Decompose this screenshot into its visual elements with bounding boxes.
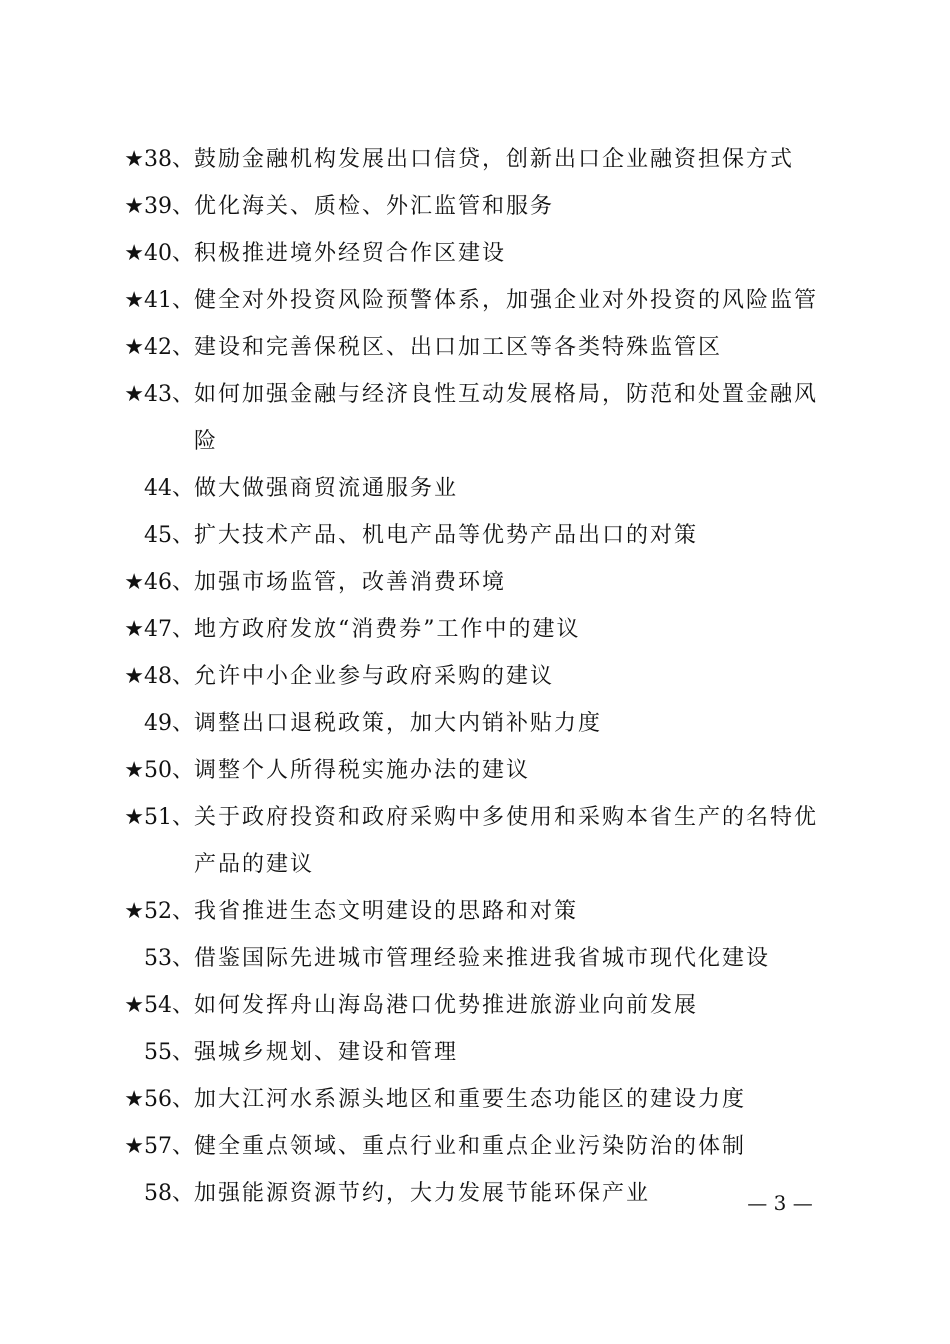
item-number: ★57、	[124, 1134, 194, 1159]
item-number: ★40、	[124, 241, 194, 266]
item-text: 优化海关、质检、外汇监管和服务	[194, 194, 555, 219]
list-item	[122, 512, 842, 559]
item-number: 49、	[144, 711, 194, 736]
list-item	[122, 794, 842, 888]
list-item	[122, 183, 842, 230]
list-item	[122, 1029, 842, 1076]
list-item	[122, 935, 842, 982]
item-number: ★52、	[124, 899, 194, 924]
item-number: 58、	[144, 1181, 194, 1206]
item-text: 积极推进境外经贸合作区建设	[194, 241, 507, 266]
item-text: 健全重点领域、重点行业和重点企业污染防治的体制	[194, 1134, 747, 1159]
item-text: 加强能源资源节约，大力发展节能环保产业	[194, 1181, 651, 1206]
list-item	[122, 1170, 842, 1217]
list-item	[122, 324, 842, 371]
item-text: 加强市场监管，改善消费环境	[194, 570, 507, 595]
list-item	[122, 747, 842, 794]
list-item	[122, 1123, 842, 1170]
list-item	[122, 888, 842, 935]
list-item	[122, 277, 842, 324]
list-item	[122, 559, 842, 606]
list-item	[122, 1076, 842, 1123]
page-number: — 3 —	[747, 1191, 813, 1215]
item-text: 强城乡规划、建设和管理	[194, 1040, 459, 1065]
item-number: ★43、	[124, 382, 194, 407]
list-item	[122, 230, 842, 277]
item-text: 地方政府发放“消费券”工作中的建议	[194, 617, 581, 642]
item-number: ★46、	[124, 570, 194, 595]
item-text: 扩大技术产品、机电产品等优势产品出口的对策	[194, 523, 699, 548]
item-number: ★50、	[124, 758, 194, 783]
item-text: 如何加强金融与经济良性互动发展格局，防范和处置金融风险	[194, 382, 819, 454]
item-text: 如何发挥舟山海岛港口优势推进旅游业向前发展	[194, 993, 699, 1018]
item-number: 44、	[144, 476, 194, 501]
list-item	[122, 371, 842, 465]
item-number: ★42、	[124, 335, 194, 360]
list-item	[122, 653, 842, 700]
item-number: ★39、	[124, 194, 194, 219]
item-text: 调整个人所得税实施办法的建议	[194, 758, 531, 783]
item-number: ★47、	[124, 617, 194, 642]
list-item	[122, 606, 842, 653]
list-item	[122, 136, 842, 183]
item-text: 调整出口退税政策，加大内销补贴力度	[194, 711, 603, 736]
item-number: ★51、	[124, 805, 194, 830]
item-text: 关于政府投资和政府采购中多使用和采购本省生产的名特优产品的建议	[194, 805, 819, 877]
item-number: ★48、	[124, 664, 194, 689]
item-number: 45、	[144, 523, 194, 548]
list-item	[122, 982, 842, 1029]
item-text: 建设和完善保税区、出口加工区等各类特殊监管区	[194, 335, 723, 360]
item-text: 允许中小企业参与政府采购的建议	[194, 664, 555, 689]
item-text: 加大江河水系源头地区和重要生态功能区的建设力度	[194, 1087, 747, 1112]
item-text: 鼓励金融机构发展出口信贷，创新出口企业融资担保方式	[194, 147, 795, 172]
item-number: 55、	[144, 1040, 194, 1065]
item-number: 53、	[144, 946, 194, 971]
item-text: 健全对外投资风险预警体系，加强企业对外投资的风险监管	[194, 288, 819, 313]
item-text: 借鉴国际先进城市管理经验来推进我省城市现代化建设	[194, 946, 771, 971]
item-number: ★38、	[124, 147, 194, 172]
list-item	[122, 700, 842, 747]
item-text: 我省推进生态文明建设的思路和对策	[194, 899, 579, 924]
item-number: ★54、	[124, 993, 194, 1018]
item-number: ★56、	[124, 1087, 194, 1112]
item-text: 做大做强商贸流通服务业	[194, 476, 459, 501]
item-number: ★41、	[124, 288, 194, 313]
list-item	[122, 465, 842, 512]
topic-list	[122, 136, 842, 1217]
